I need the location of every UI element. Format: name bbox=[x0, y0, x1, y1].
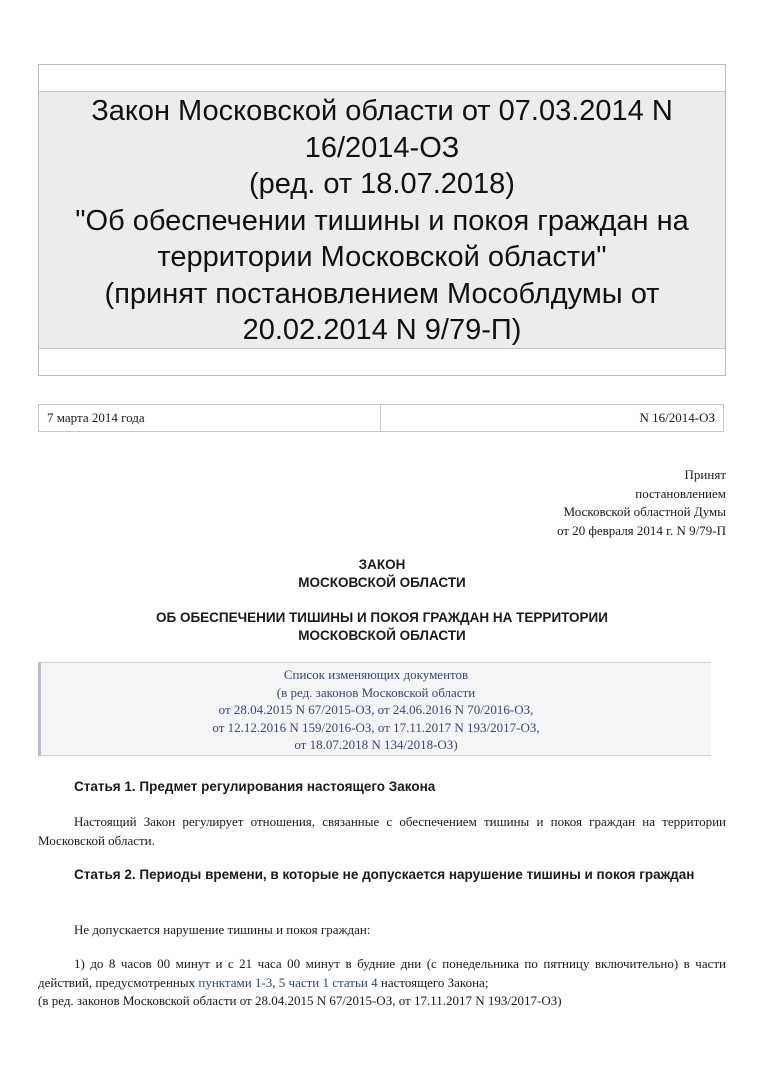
title-box-bottom-band bbox=[39, 348, 725, 375]
article-2-item-1-note: (в ред. законов Московской области от 28.04.2015 N 67/2015-ОЗ, от 17.11.2017 N 193/2017-ОЗ) bbox=[38, 993, 562, 1008]
adoption-line: постановлением bbox=[635, 485, 726, 501]
title-line: Закон Московской области от 07.03.2014 N bbox=[91, 95, 673, 127]
title-line: (принят постановлением Мособлдумы от bbox=[104, 277, 660, 310]
subject-heading bbox=[38, 609, 726, 645]
law-heading bbox=[38, 556, 726, 592]
amendments-line: Список изменяющих документов bbox=[283, 667, 469, 682]
amendments-list bbox=[38, 662, 711, 756]
article-2-intro: Не допускается нарушение тишины и покоя граждан: bbox=[74, 922, 371, 937]
law-heading-line: ЗАКОН bbox=[358, 557, 406, 572]
law-heading-line: МОСКОВСКОЙ ОБЛАСТИ bbox=[298, 575, 466, 590]
amendments-line: от 18.07.2018 N 134/2018-ОЗ) bbox=[294, 737, 458, 753]
article-2-item-1 bbox=[38, 955, 726, 992]
item-text: настоящего Закона; bbox=[377, 974, 489, 990]
title-line: (ред. от 18.07.2018) bbox=[249, 168, 515, 200]
item-text: , bbox=[272, 974, 279, 990]
title-line: территории Московской области" bbox=[157, 241, 607, 273]
date-number-row bbox=[38, 404, 724, 432]
subject-heading-line: ОБ ОБЕСПЕЧЕНИИ ТИШИНЫ И ПОКОЯ ГРАЖДАН НА ТЕРРИТОРИИ bbox=[156, 610, 608, 625]
amendments-line: от 28.04.2015 N 67/2015-ОЗ, от 24.06.2016 N 70/2016-ОЗ, bbox=[218, 702, 534, 718]
title-line: 16/2014-ОЗ bbox=[304, 131, 460, 164]
amendments-line: (в ред. законов Московской области bbox=[276, 684, 476, 700]
adoption-line: Московской областной Думы bbox=[563, 504, 726, 519]
title-line: 20.02.2014 N 9/79-П) bbox=[242, 314, 522, 346]
adoption-line: от 20 февраля 2014 г. N 9/79-П bbox=[556, 522, 726, 538]
adoption-line: Принят bbox=[684, 467, 726, 482]
subject-heading-line: МОСКОВСКОЙ ОБЛАСТИ bbox=[298, 628, 466, 643]
article-2-title: Статья 2. Периоды времени, в которые не допускается нарушение тишины и покоя граждан bbox=[74, 867, 695, 882]
law-number: N 16/2014-ОЗ bbox=[639, 410, 715, 425]
adoption-note bbox=[557, 466, 726, 540]
document-title bbox=[49, 93, 715, 349]
title-line: "Об обеспечении тишины и покоя граждан на bbox=[75, 204, 689, 237]
ref-link-part-5-article-4[interactable]: 5 части 1 статьи 4 bbox=[278, 974, 378, 990]
document-title-box bbox=[38, 64, 726, 376]
article-1-text: Настоящий Закон регулирует отношения, связанные с обеспечением тишины и покоя граждан на территории Московской области. bbox=[38, 814, 726, 848]
item-text: 1) до 8 часов 00 минут и с 21 часа 00 минут в будние дни (с понедельника по пятницу включительно) в части действий, предусмотренных bbox=[38, 956, 726, 990]
title-box-top-band bbox=[39, 65, 725, 92]
law-date: 7 марта 2014 года bbox=[39, 405, 381, 431]
amendments-line: от 12.12.2016 N 159/2016-ОЗ, от 17.11.2017 N 193/2017-ОЗ, bbox=[212, 719, 540, 735]
ref-link-points-1-3[interactable]: пунктами 1-3 bbox=[198, 974, 273, 990]
article-1-title: Статья 1. Предмет регулирования настоящего Закона bbox=[74, 779, 436, 794]
